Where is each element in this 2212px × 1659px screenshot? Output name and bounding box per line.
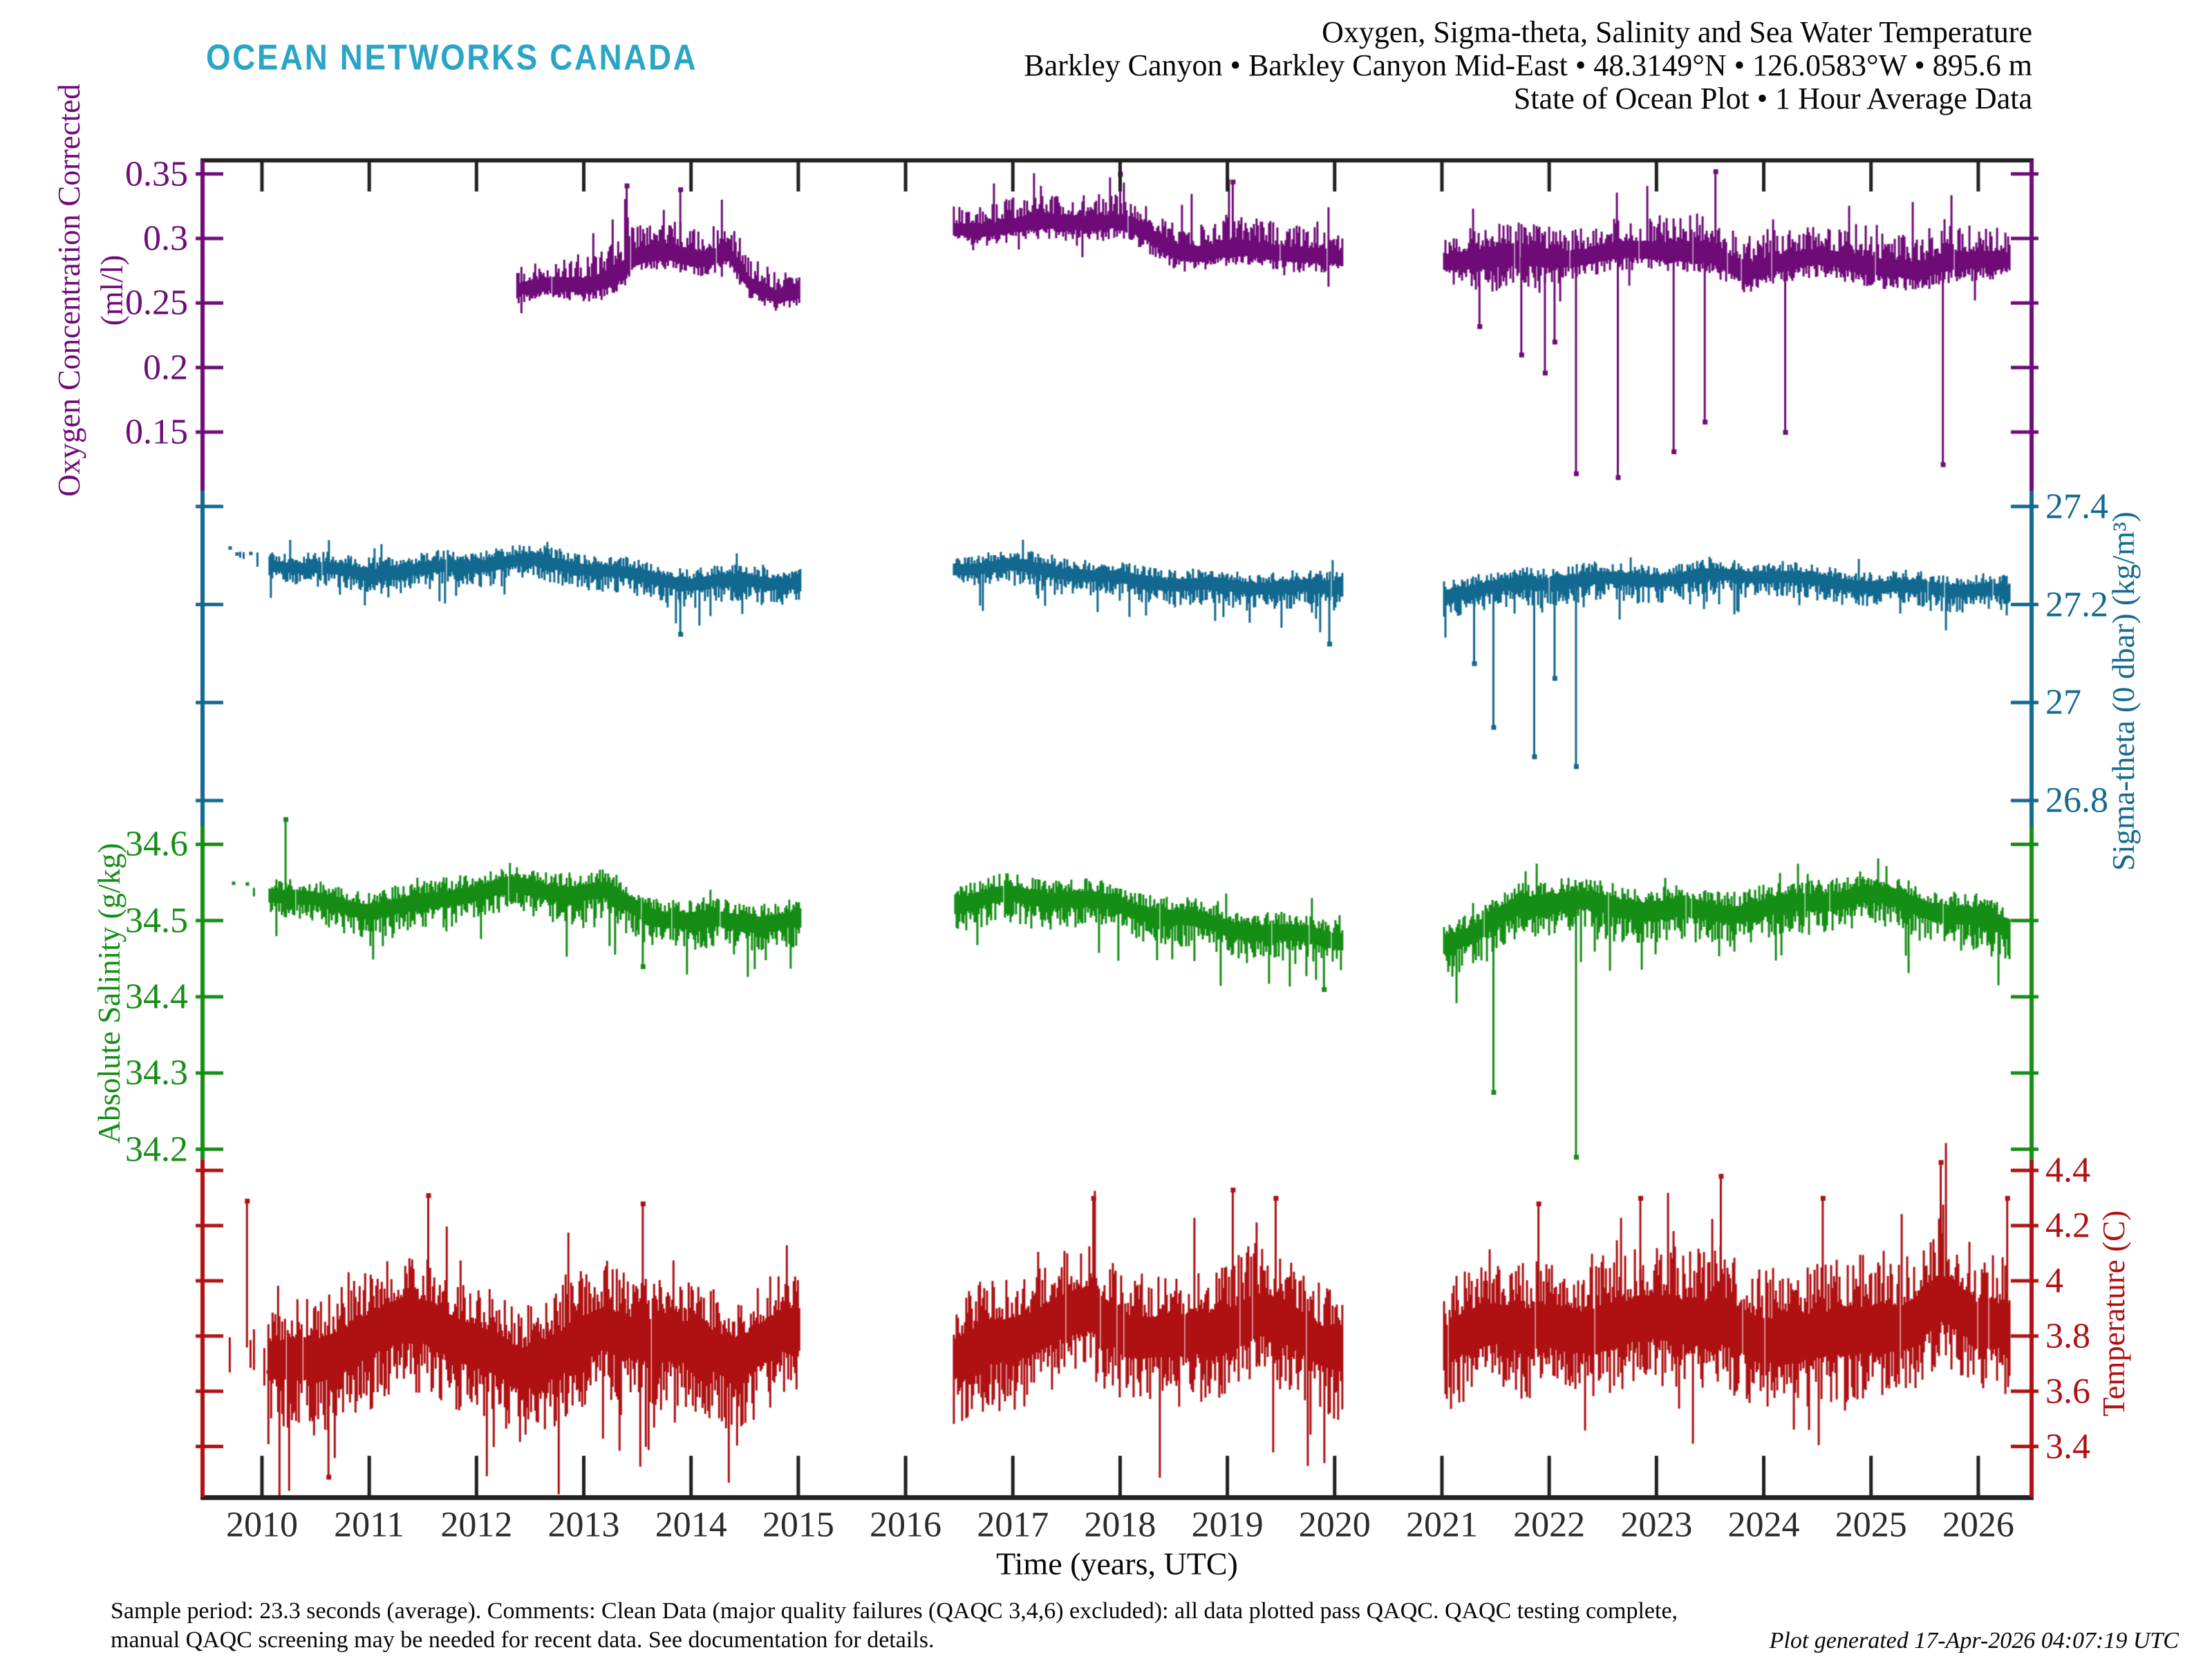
y-axis-title-salinity: Absolute Salinity (g/kg): [92, 843, 126, 1144]
footer-comments: [111, 1597, 1678, 1655]
y-tick-label-oxygen-0.25: 0.25: [125, 283, 188, 323]
y-tick-label-temperature-3.6: 3.6: [2045, 1371, 2090, 1412]
x-tick-label-2016: 2016: [870, 1505, 942, 1545]
x-tick-label-2013: 2013: [547, 1505, 620, 1545]
chart-subtitle-location: Barkley Canyon • Barkley Canyon Mid-East • 48.3149°N • 126.0583°W • 895.6 m: [1024, 48, 2032, 82]
y-tick-label-temperature-3.4: 3.4: [2045, 1427, 2090, 1467]
y-tick-label-oxygen-0.2: 0.2: [143, 348, 188, 388]
y-axis-title-temperature: Temperature (C): [2097, 1210, 2131, 1416]
y-tick-label-salinity-34.5: 34.5: [125, 901, 188, 941]
y-tick-label-oxygen-0.35: 0.35: [125, 154, 188, 194]
x-tick-label-2024: 2024: [1727, 1505, 1800, 1545]
x-tick-label-2017: 2017: [977, 1505, 1049, 1545]
x-tick-label-2011: 2011: [334, 1505, 405, 1545]
y-tick-label-sigma-27: 27: [2045, 682, 2081, 722]
x-tick-label-2023: 2023: [1620, 1505, 1693, 1545]
x-tick-label-2026: 2026: [1942, 1505, 2014, 1545]
y-tick-label-salinity-34.4: 34.4: [125, 977, 188, 1017]
x-tick-label-2019: 2019: [1191, 1505, 1264, 1545]
x-tick-label-2020: 2020: [1298, 1505, 1371, 1545]
x-tick-label-2018: 2018: [1084, 1505, 1156, 1545]
x-tick-label-2015: 2015: [762, 1505, 834, 1545]
chart-header: [1024, 16, 2032, 115]
y-tick-label-sigma-27.2: 27.2: [2045, 585, 2108, 624]
y-axis-title-oxygen-line1: Oxygen Concentration Corrected: [52, 84, 86, 497]
y-tick-label-salinity-34.2: 34.2: [125, 1130, 188, 1170]
x-tick-label-2025: 2025: [1835, 1505, 1907, 1545]
x-axis-title: Time (years, UTC): [996, 1546, 1238, 1582]
y-tick-label-oxygen-0.15: 0.15: [125, 412, 188, 452]
y-tick-label-sigma-26.8: 26.8: [2045, 780, 2108, 821]
y-tick-label-sigma-27.4: 27.4: [2045, 487, 2108, 527]
x-tick-label-2012: 2012: [440, 1505, 513, 1545]
x-tick-label-2022: 2022: [1513, 1505, 1586, 1545]
footer-line-2: manual QAQC screening may be needed for recent data. See documentation for details.: [111, 1627, 935, 1653]
x-tick-label-2021: 2021: [1405, 1505, 1478, 1545]
chart-title-line-1: Oxygen, Sigma-theta, Salinity and Sea Water Temperature: [1322, 15, 2032, 49]
plot-generated-timestamp: Plot generated 17-Apr-2026 04:07:19 UTC: [1769, 1628, 2179, 1653]
y-tick-label-temperature-4.4: 4.4: [2045, 1150, 2090, 1190]
y-tick-label-oxygen-0.3: 0.3: [143, 218, 188, 259]
y-tick-label-temperature-4: 4: [2045, 1261, 2063, 1301]
footer-line-1: Sample period: 23.3 seconds (average). Comments: Clean Data (major quality failures (QAQC 3,4,6) excluded): all data plotted pass QAQC. QAQC testing complete,: [111, 1598, 1678, 1624]
x-tick-label-2010: 2010: [225, 1505, 298, 1545]
y-axis-title-sigma: Sigma-theta (0 dbar) (kg/m³): [2106, 512, 2141, 871]
y-tick-label-temperature-4.2: 4.2: [2045, 1206, 2090, 1246]
y-tick-label-temperature-3.8: 3.8: [2045, 1316, 2090, 1356]
y-tick-label-salinity-34.6: 34.6: [125, 824, 188, 864]
y-tick-label-salinity-34.3: 34.3: [125, 1053, 188, 1093]
x-tick-label-2014: 2014: [655, 1505, 727, 1545]
y-axis-title-oxygen-line2: (ml/l): [95, 254, 129, 326]
chart-subtitle-plot-type: State of Ocean Plot • 1 Hour Average Data: [1513, 82, 2032, 115]
onc-logo: OCEAN NETWORKS CANADA: [206, 37, 698, 78]
